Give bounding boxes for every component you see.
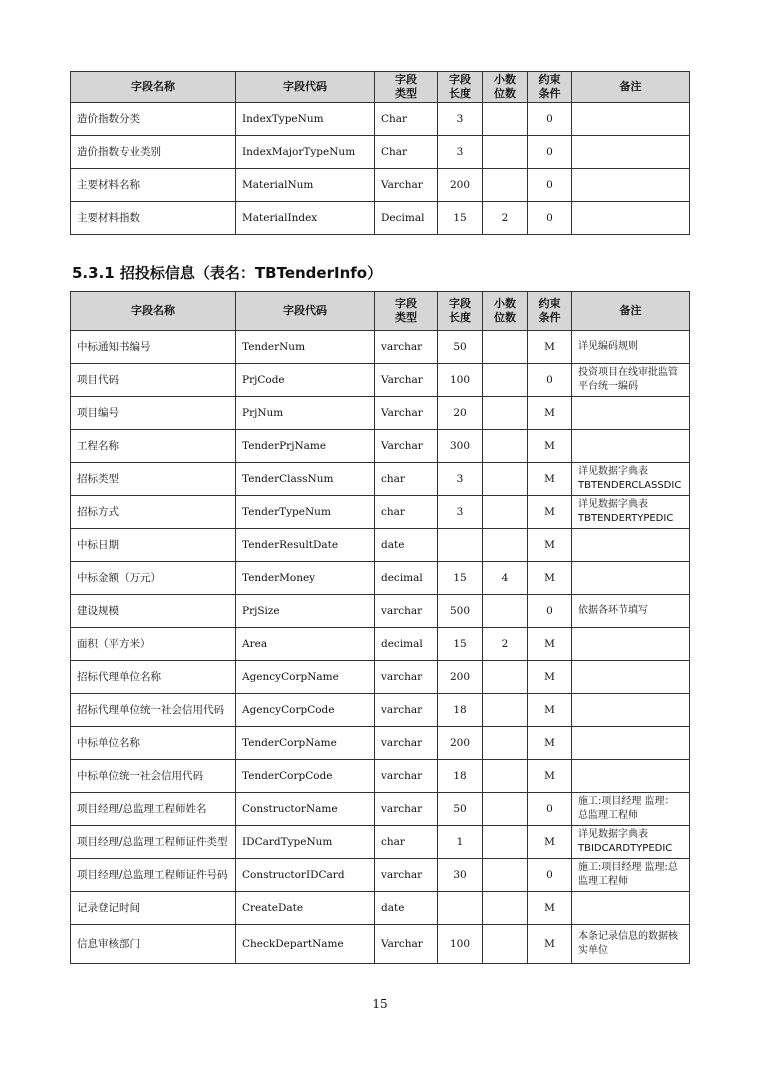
field-name-cell: 中标通知书编号 [71, 331, 236, 364]
field-name-cell: 招标类型 [71, 463, 236, 496]
decimal-places-cell [483, 136, 528, 169]
field-type-cell: varchar [375, 859, 438, 892]
field-code-cell: TenderTypeNum [236, 496, 375, 529]
header-field-type: 字段 类型 [375, 292, 438, 331]
field-name-cell: 项目代码 [71, 364, 236, 397]
page-number: 15 [372, 997, 388, 1011]
field-code-cell: PrjSize [236, 595, 375, 628]
decimal-places-cell [483, 859, 528, 892]
field-type-cell: decimal [375, 562, 438, 595]
decimal-places-cell [483, 595, 528, 628]
header-decimal-places: 小数 位数 [483, 292, 528, 331]
field-length-cell: 200 [438, 661, 483, 694]
field-name-cell: 项目编号 [71, 397, 236, 430]
table-row [71, 331, 690, 364]
field-type-cell: Varchar [375, 169, 438, 202]
constraint-cell: M [528, 463, 572, 496]
header-field-length: 字段 长度 [438, 72, 483, 103]
decimal-places-cell [483, 529, 528, 562]
field-length-cell: 3 [438, 463, 483, 496]
field-code-cell: TenderResultDate [236, 529, 375, 562]
field-name-cell: 招标代理单位名称 [71, 661, 236, 694]
table-row [71, 727, 690, 760]
field-code-cell: TenderMoney [236, 562, 375, 595]
header-field-name: 字段名称 [71, 292, 236, 331]
field-length-cell: 15 [438, 562, 483, 595]
field-code-cell: AgencyCorpName [236, 661, 375, 694]
field-code-cell: Area [236, 628, 375, 661]
field-length-cell: 3 [438, 136, 483, 169]
constraint-cell: 0 [528, 103, 572, 136]
field-table-index [70, 71, 690, 235]
remark-cell: 施工:项目经理 监理:总监理工程师 [572, 859, 690, 892]
constraint-cell: 0 [528, 364, 572, 397]
field-length-cell: 15 [438, 202, 483, 235]
table-row [71, 793, 690, 826]
decimal-places-cell [483, 430, 528, 463]
field-code-cell: AgencyCorpCode [236, 694, 375, 727]
constraint-cell: 0 [528, 202, 572, 235]
decimal-places-cell: 2 [483, 628, 528, 661]
constraint-cell: M [528, 925, 572, 964]
field-type-cell: varchar [375, 331, 438, 364]
field-name-cell: 造价指数专业类别 [71, 136, 236, 169]
constraint-cell: M [528, 397, 572, 430]
remark-cell: 本条记录信息的数据核实单位 [572, 925, 690, 964]
field-length-cell: 15 [438, 628, 483, 661]
table-row [71, 202, 690, 235]
field-type-cell: Varchar [375, 397, 438, 430]
remark-cell [572, 760, 690, 793]
field-code-cell: ConstructorIDCard [236, 859, 375, 892]
constraint-cell: M [528, 430, 572, 463]
field-type-cell: varchar [375, 661, 438, 694]
field-type-cell: char [375, 496, 438, 529]
field-name-cell: 信息审核部门 [71, 925, 236, 964]
constraint-cell: M [528, 331, 572, 364]
table-row [71, 169, 690, 202]
table-row [71, 925, 690, 964]
constraint-cell: M [528, 562, 572, 595]
table-row [71, 364, 690, 397]
table-body [71, 103, 690, 235]
field-type-cell: varchar [375, 793, 438, 826]
field-length-cell: 18 [438, 760, 483, 793]
remark-cell [572, 628, 690, 661]
field-length-cell: 18 [438, 694, 483, 727]
constraint-cell: M [528, 628, 572, 661]
decimal-places-cell [483, 496, 528, 529]
field-length-cell: 300 [438, 430, 483, 463]
field-type-cell: Varchar [375, 925, 438, 964]
remark-cell [572, 529, 690, 562]
field-name-cell: 主要材料名称 [71, 169, 236, 202]
remark-cell [572, 103, 690, 136]
field-type-cell: Char [375, 103, 438, 136]
remark-cell [572, 661, 690, 694]
decimal-places-cell: 2 [483, 202, 528, 235]
field-code-cell: MaterialIndex [236, 202, 375, 235]
field-code-cell: TenderCorpName [236, 727, 375, 760]
table-body [71, 331, 690, 964]
field-code-cell: TenderClassNum [236, 463, 375, 496]
decimal-places-cell [483, 661, 528, 694]
field-code-cell: PrjCode [236, 364, 375, 397]
field-type-cell: varchar [375, 727, 438, 760]
constraint-cell: M [528, 661, 572, 694]
header-field-code: 字段代码 [236, 292, 375, 331]
decimal-places-cell [483, 793, 528, 826]
decimal-places-cell [483, 397, 528, 430]
remark-cell [572, 562, 690, 595]
field-type-cell: Varchar [375, 430, 438, 463]
header-constraint: 约束 条件 [528, 72, 572, 103]
table-row [71, 661, 690, 694]
table-row [71, 760, 690, 793]
table-row [71, 826, 690, 859]
field-length-cell [438, 529, 483, 562]
header-field-name: 字段名称 [71, 72, 236, 103]
field-name-cell: 项目经理/总监理工程师姓名 [71, 793, 236, 826]
field-length-cell: 1 [438, 826, 483, 859]
field-name-cell: 中标单位统一社会信用代码 [71, 760, 236, 793]
decimal-places-cell [483, 727, 528, 760]
field-code-cell: PrjNum [236, 397, 375, 430]
constraint-cell: M [528, 496, 572, 529]
field-name-cell: 中标日期 [71, 529, 236, 562]
field-code-cell: IndexTypeNum [236, 103, 375, 136]
field-code-cell: IndexMajorTypeNum [236, 136, 375, 169]
remark-cell: 详见数据字典表TBTENDERCLASSDIC [572, 463, 690, 496]
field-code-cell: TenderNum [236, 331, 375, 364]
remark-cell [572, 136, 690, 169]
field-name-cell: 中标单位名称 [71, 727, 236, 760]
decimal-places-cell [483, 892, 528, 925]
field-code-cell: TenderPrjName [236, 430, 375, 463]
field-type-cell: date [375, 529, 438, 562]
table-row [71, 430, 690, 463]
table-row [71, 595, 690, 628]
decimal-places-cell [483, 694, 528, 727]
table-row [71, 136, 690, 169]
field-type-cell: Decimal [375, 202, 438, 235]
remark-cell [572, 169, 690, 202]
header-remark: 备注 [572, 292, 690, 331]
remark-cell [572, 727, 690, 760]
field-name-cell: 记录登记时间 [71, 892, 236, 925]
header-decimal-places: 小数 位数 [483, 72, 528, 103]
field-name-cell: 中标金额（万元） [71, 562, 236, 595]
field-length-cell: 20 [438, 397, 483, 430]
field-length-cell: 30 [438, 859, 483, 892]
decimal-places-cell [483, 169, 528, 202]
field-length-cell: 100 [438, 925, 483, 964]
decimal-places-cell [483, 826, 528, 859]
field-type-cell: date [375, 892, 438, 925]
field-code-cell: MaterialNum [236, 169, 375, 202]
decimal-places-cell: 4 [483, 562, 528, 595]
field-type-cell: Varchar [375, 364, 438, 397]
decimal-places-cell [483, 925, 528, 964]
field-name-cell: 面积（平方米） [71, 628, 236, 661]
table-header-row [71, 292, 690, 331]
field-code-cell: CreateDate [236, 892, 375, 925]
field-table-tender-info [70, 291, 690, 964]
remark-cell: 详见数据字典表TBIDCARDTYPEDIC [572, 826, 690, 859]
field-name-cell: 招标方式 [71, 496, 236, 529]
remark-cell: 详见数据字典表TBTENDERTYPEDIC [572, 496, 690, 529]
field-type-cell: varchar [375, 595, 438, 628]
field-name-cell: 工程名称 [71, 430, 236, 463]
remark-cell: 投资项目在线审批监管平台统一编码 [572, 364, 690, 397]
field-name-cell: 造价指数分类 [71, 103, 236, 136]
constraint-cell: M [528, 760, 572, 793]
constraint-cell: M [528, 694, 572, 727]
table-header-row [71, 72, 690, 103]
field-name-cell: 招标代理单位统一社会信用代码 [71, 694, 236, 727]
field-name-cell: 主要材料指数 [71, 202, 236, 235]
header-field-type: 字段 类型 [375, 72, 438, 103]
header-constraint: 约束 条件 [528, 292, 572, 331]
constraint-cell: M [528, 529, 572, 562]
table-row [71, 397, 690, 430]
field-length-cell: 100 [438, 364, 483, 397]
field-name-cell: 建设规模 [71, 595, 236, 628]
constraint-cell: M [528, 727, 572, 760]
header-field-code: 字段代码 [236, 72, 375, 103]
decimal-places-cell [483, 103, 528, 136]
decimal-places-cell [483, 463, 528, 496]
table-row [71, 694, 690, 727]
table-row [71, 103, 690, 136]
field-length-cell: 3 [438, 496, 483, 529]
field-length-cell: 200 [438, 727, 483, 760]
section-title: 5.3.1 招投标信息（表名：TBTenderInfo） [72, 264, 383, 282]
field-type-cell: char [375, 463, 438, 496]
field-code-cell: IDCardTypeNum [236, 826, 375, 859]
remark-cell [572, 397, 690, 430]
field-code-cell: TenderCorpCode [236, 760, 375, 793]
table-row [71, 562, 690, 595]
field-name-cell: 项目经理/总监理工程师证件类型 [71, 826, 236, 859]
field-type-cell: Char [375, 136, 438, 169]
remark-cell: 施工:项目经理 监理：总监理工程师 [572, 793, 690, 826]
constraint-cell: 0 [528, 595, 572, 628]
constraint-cell: 0 [528, 136, 572, 169]
header-remark: 备注 [572, 72, 690, 103]
field-type-cell: varchar [375, 760, 438, 793]
table-row [71, 859, 690, 892]
table-row [71, 463, 690, 496]
field-length-cell: 50 [438, 793, 483, 826]
field-code-cell: CheckDepartName [236, 925, 375, 964]
remark-cell: 依据各环节填写 [572, 595, 690, 628]
field-code-cell: ConstructorName [236, 793, 375, 826]
constraint-cell: 0 [528, 859, 572, 892]
table-row [71, 496, 690, 529]
table-row [71, 529, 690, 562]
constraint-cell: 0 [528, 169, 572, 202]
remark-cell [572, 892, 690, 925]
remark-cell: 详见编码规则 [572, 331, 690, 364]
field-type-cell: char [375, 826, 438, 859]
constraint-cell: 0 [528, 793, 572, 826]
field-name-cell: 项目经理/总监理工程师证件号码 [71, 859, 236, 892]
field-length-cell: 500 [438, 595, 483, 628]
field-type-cell: decimal [375, 628, 438, 661]
field-length-cell [438, 892, 483, 925]
decimal-places-cell [483, 331, 528, 364]
remark-cell [572, 694, 690, 727]
field-type-cell: varchar [375, 694, 438, 727]
header-field-length: 字段 长度 [438, 292, 483, 331]
table-row [71, 892, 690, 925]
table-row [71, 628, 690, 661]
field-length-cell: 50 [438, 331, 483, 364]
remark-cell [572, 430, 690, 463]
field-length-cell: 200 [438, 169, 483, 202]
remark-cell [572, 202, 690, 235]
decimal-places-cell [483, 760, 528, 793]
field-length-cell: 3 [438, 103, 483, 136]
decimal-places-cell [483, 364, 528, 397]
constraint-cell: M [528, 826, 572, 859]
constraint-cell: M [528, 892, 572, 925]
